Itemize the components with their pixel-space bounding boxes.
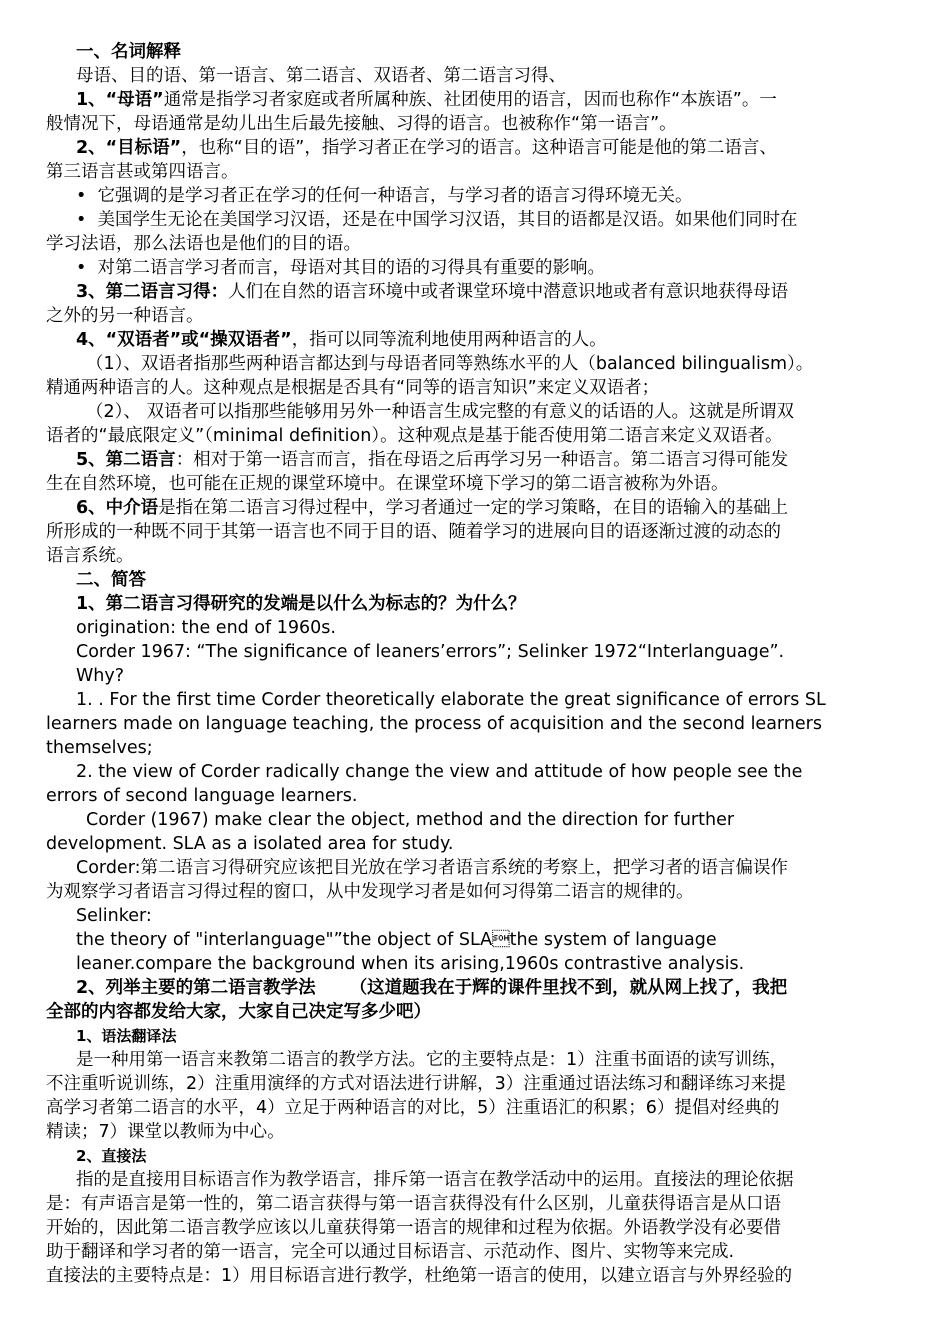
def-text-line: 精通两种语言的人。这种观点是根据是否具有“同等的语言知识”来定义双语者； — [46, 378, 660, 398]
answer-line: the theory of "interlanguage"”the object of SLAthe system of language — [76, 930, 717, 950]
def-text: ：相对于第一语言而言，指在母语之后再学习另一种语言。第二语言习得可能发 — [175, 450, 789, 470]
def-text-line: 般情况下，母语通常是幼儿出生后最先接触、习得的语言。也被称作“第一语言”。 — [46, 114, 677, 134]
def-text-line: 生在自然环境，也可能在正规的课堂环境中。在课堂环境下学习的第二语言被称为外语。 — [46, 474, 729, 494]
def-term: 4、“双语者”或“操双语者” — [76, 330, 292, 350]
method-title: 1、语法翻译法 — [76, 1027, 177, 1045]
def-bilingual — [46, 328, 908, 352]
def-sla — [46, 280, 908, 304]
def-term: 3、第二语言习得： — [76, 282, 229, 302]
def-text-line: 语言系统。 — [46, 546, 134, 566]
answer-line: development. SLA as a isolated area for study. — [46, 834, 454, 854]
method-text: 精读；7）课堂以教师为中心。 — [46, 1122, 285, 1142]
method-text: 不注重听说训练，2）注重用演绎的方式对语法进行讲解，3）注重通过语法练习和翻译练习来提 — [46, 1074, 786, 1094]
method-text: 助于翻译和学习者的第一语言，完全可以通过目标语言、示范动作、图片、实物等来完成. — [46, 1242, 735, 1262]
question-title — [46, 976, 908, 1000]
answer-line: themselves; — [46, 738, 153, 758]
bullet-item-cont: 学习法语，那么法语也是他们的目的语。 — [46, 234, 361, 254]
answer-line: 1. . For the first time Corder theoretically elaborate the great significance of errors SL — [76, 690, 826, 710]
def-mother-tongue — [46, 88, 908, 112]
def-term: 6、中介语 — [76, 498, 159, 518]
question-title-text: 2、列举主要的第二语言教学法 — [76, 978, 316, 998]
answer-line: 2. the view of Corder radically change the view and attitude of how people see the — [76, 762, 803, 782]
answer-line: errors of second language learners. — [46, 786, 358, 806]
answer-line: 为观察学习者语言习得过程的窗口，从中发现学习者是如何习得第二语言的规律的。 — [46, 882, 694, 902]
def-text-line: 语者的“最底限定义”（minimal definition）。这种观点是基于能否使用第二语言来定义双语者。 — [46, 426, 783, 446]
method-text: 直接法的主要特点是：1）用目标语言进行教学，杜绝第一语言的使用，以建立语言与外界经验的 — [46, 1266, 793, 1286]
def-target-language — [46, 136, 908, 160]
answer-line: learners made on language teaching, the process of acquisition and the second learners — [46, 714, 822, 734]
question-note: （这道题我在于辉的课件里找不到，就从网上找了，我把 — [349, 978, 788, 998]
def-term: 5、第二语言 — [76, 450, 176, 470]
question-title: 1、第二语言习得研究的发端是以什么为标志的？为什么？ — [76, 594, 526, 614]
def-term: 1、“母语” — [76, 90, 164, 110]
answer-line: origination: the end of 1960s. — [76, 618, 336, 638]
def-term: 2、“目标语” — [76, 138, 182, 158]
def-text: ，指可以同等流利地使用两种语言的人。 — [291, 330, 607, 350]
bullet-item: • 美国学生无论在美国学习汉语，还是在中国学习汉语，其目的语都是汉语。如果他们同时在 — [76, 210, 798, 230]
answer-line: Why? — [76, 666, 125, 686]
def-point: （2）、 双语者可以指那些能够用另外一种语言生成完整的有意义的话语的人。这就是所谓双 — [86, 402, 794, 422]
answer-line: Corder 1967: “The significance of leaners’errors”; Selinker 1972“Interlanguage”. — [76, 642, 785, 662]
def-text-line: 第三语言甚或第四语言。 — [46, 162, 239, 182]
bullet-item: • 对第二语言学习者而言，母语对其目的语的习得具有重要的影响。 — [76, 258, 605, 278]
question-note-cont: 全部的内容都发给大家，大家自己决定写多少吧） — [46, 1002, 431, 1022]
answer-line: Selinker: — [76, 906, 152, 926]
bullet-item: • 它强调的是学习者正在学习的任何一种语言，与学习者的语言习得环境无关。 — [76, 186, 693, 206]
def-text-line: 之外的另一种语言。 — [46, 306, 204, 326]
def-text: 通常是指学习者家庭或者所属种族、社团使用的语言，因而也称作“本族语”。一 — [163, 90, 777, 110]
def-point: （1）、双语者指那些两种语言都达到与母语者同等熟练水平的人（balanced bilingualism）。 — [86, 354, 814, 374]
def-text: 人们在自然的语言环境中或者课堂环境中潜意识地或者有意识地获得母语 — [228, 282, 789, 302]
answer-line: Corder (1967) make clear the object, method and the direction for further — [86, 810, 735, 830]
method-text: 是一种用第一语言来教第二语言的教学方法。它的主要特点是：1）注重书面语的读写训练， — [76, 1050, 788, 1070]
method-text: 是：有声语言是第一性的，第二语言获得与第一语言获得没有什么区别，儿童获得语言是从口语 — [46, 1194, 781, 1214]
method-text: 开始的，因此第二语言教学应该以儿童获得第一语言的规律和过程为依据。外语教学没有必要借 — [46, 1218, 781, 1238]
def-second-language — [46, 448, 908, 472]
term-list: 母语、目的语、第一语言、第二语言、双语者、第二语言习得、 — [76, 66, 566, 86]
answer-line: leaner.compare the background when its arising,1960s contrastive analysis. — [76, 954, 745, 974]
section-heading-2: 二、简答 — [76, 570, 146, 590]
method-title: 2、直接法 — [76, 1147, 147, 1165]
section-heading-1: 一、名词解释 — [76, 42, 181, 62]
document-page — [46, 40, 908, 1288]
method-text: 高学习者第二语言的水平，4）立足于两种语言的对比，5）注重语汇的积累；6）提倡对经典的 — [46, 1098, 780, 1118]
def-text: ，也称“目的语”，指学习者正在学习的语言。这种语言可能是他的第二语言、 — [181, 138, 777, 158]
method-text: 指的是直接用目标语言作为教学语言，排斥第一语言在教学活动中的运用。直接法的理论依据 — [76, 1170, 794, 1190]
def-text: 是指在第二语言习得过程中，学习者通过一定的学习策略，在目的语输入的基础上 — [158, 498, 789, 518]
def-text-line: 所形成的一种既不同于其第一语言也不同于目的语、随着学习的进展向目的语逐渐过渡的动态的 — [46, 522, 781, 542]
answer-line: Corder:第二语言习得研究应该把目光放在学习者语言系统的考察上，把学习者的语言偏误作 — [76, 858, 788, 878]
def-interlanguage — [46, 496, 908, 520]
